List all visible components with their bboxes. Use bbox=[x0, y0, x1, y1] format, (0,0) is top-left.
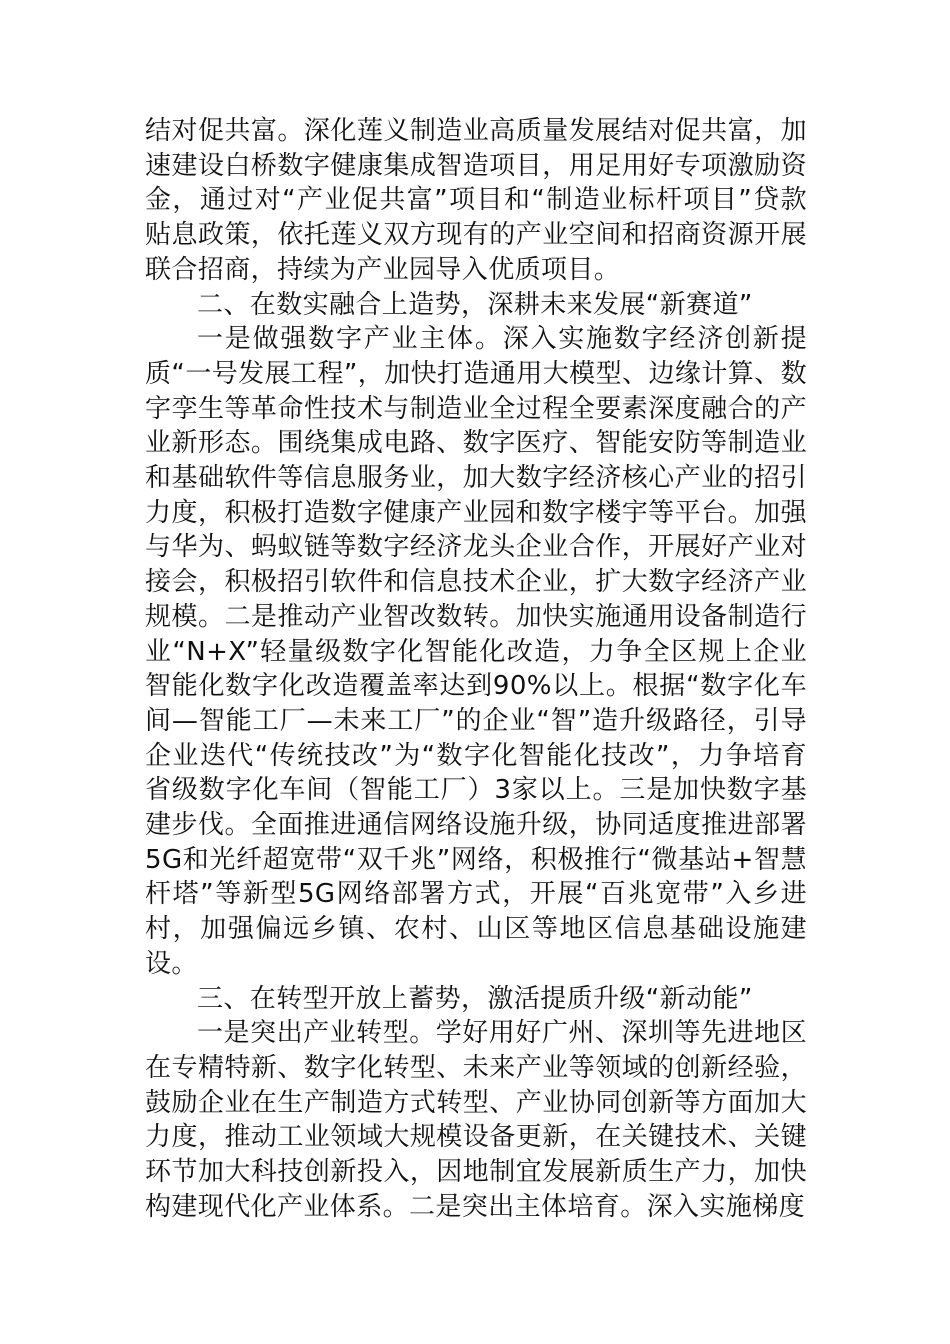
document-page bbox=[145, 114, 807, 1225]
section-2-heading: 二、在数实融合上造势，深耕未来发展“新赛道” bbox=[197, 289, 753, 320]
section-3-heading: 三、在转型开放上蓄势，激活提质升级“新动能” bbox=[197, 983, 753, 1014]
section-2-body: 一是做强数字产业主体。深入实施数字经济创新提质“一号发展工程”，加快打造通用大模型、边缘计算、数字孪生等革命性技术与制造业全过程全要素深度融合的产业新形态。围绕集成电路、数字医疗、智能安防等制造业和基础软件等信息服务业，加大数字经济核心产业的招引力度，积极打造数字健康产业园和数字楼宇等平台。加强与华为、蚂蚁链等数字经济龙头企业合作，开展好产业对接会，积极招引软件和信息技术企业，扩大数字经济产业规模。二是推动产业智改数转。加快实施通用设备制造行业“N+X”轻量级数字化智能化改造，力争全区规上企业智能化数字化改造覆盖率达到90%以上。根据“数字化车间—智能工厂—未来工厂”的企业“智”造升级路径，引导企业迭代“传统技改”为“数字化智能化技改”，力争培育省级数字化车间（智能工厂）3家以上。三是加快数字基建步伐。全面推进通信网络设施升级，协同适度推进部署5G和光纤超宽带“双千兆”网络，积极推行“微基站+智慧杆塔”等新型5G网络部署方式，开展“百兆宽带”入乡进村，加强偏远乡镇、农村、山区等地区信息基础设施建设。 bbox=[145, 324, 807, 979]
continuation-paragraph: 结对促共富。深化莲义制造业高质量发展结对促共富，加速建设白桥数字健康集成智造项目，用足用好专项激励资金，通过对“产业促共富”项目和“制造业标杆项目”贷款贴息政策，依托莲义双方现有的产业空间和招商资源开展联合招商，持续为产业园导入优质项目。 bbox=[145, 116, 807, 285]
section-3-body: 一是突出产业转型。学好用好广州、深圳等先进地区在专精特新、数字化转型、未来产业等领域的创新经验，鼓励企业在生产制造方式转型、产业协同创新等方面加大力度，推动工业领域大规模设备更新，在关键技术、关键环节加大科技创新投入，因地制宜发展新质生产力，加快构建现代化产业体系。二是突出主体培育。深入实施梯度 bbox=[145, 1018, 807, 1222]
